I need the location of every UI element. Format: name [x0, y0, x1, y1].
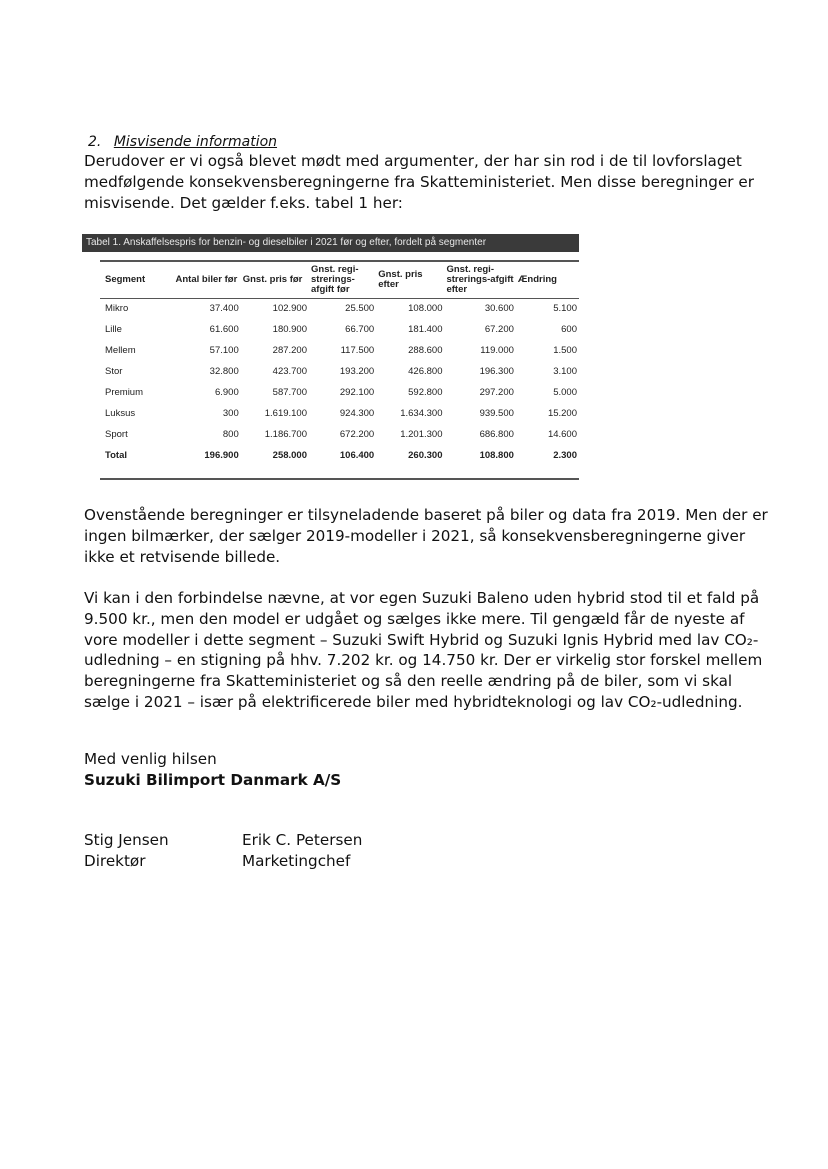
- table-cell: 288.600: [408, 345, 443, 356]
- table-cell: 592.800: [408, 387, 443, 398]
- table-cell: 30.600: [484, 303, 514, 314]
- table-cell: Luksus: [105, 408, 136, 419]
- column-header: Ændring: [517, 274, 557, 285]
- signatory-role: Direktør: [84, 852, 146, 870]
- suzuki-paragraph: Vi kan i den forbindelse nævne, at vor egen Suzuki Baleno uden hybrid stod til et fald på 9.500 kr., men den model er udgået og sælges ikke mere. Til gengæld får de nyeste af vore modeller i dette segment – Suzuki Swift Hybrid og Suzuki Ignis Hybrid med lav CO₂-udledning – en stigning på hhv. 7.202 kr. og 14.750 kr. Der er virkelig stor forskel mellem beregningerne fra Skatteministeriet og så den reelle ændring på de biler, som vi skal sælge i 2021 – især på elektrificerede biler med hybridteknologi og lav CO₂-udledning.: [84, 589, 763, 711]
- table-cell: 672.200: [339, 429, 375, 440]
- section-number: 2.: [88, 134, 102, 150]
- table-cell: 924.300: [339, 408, 375, 419]
- table-cell: 1.186.700: [264, 429, 307, 440]
- table-cell: 106.400: [339, 450, 375, 461]
- table-cell: 181.400: [408, 324, 443, 335]
- table-cell: 292.100: [339, 387, 375, 398]
- table-total-row: [100, 445, 579, 466]
- table-cell: 800: [222, 429, 239, 440]
- table-cell: 117.500: [340, 345, 375, 356]
- table-cell: 300: [222, 408, 239, 419]
- signatory-role: Marketingchef: [242, 852, 351, 870]
- table-bottom-rule: [100, 478, 579, 480]
- table-cell: 6.900: [214, 387, 239, 398]
- table-cell: 180.900: [272, 324, 307, 335]
- column-header: Gnst. regi-strerings-afgift efter: [446, 264, 514, 295]
- table-cell: 3.100: [553, 366, 577, 377]
- table-cell: 67.200: [484, 324, 514, 335]
- greeting: Med venlig hilsen: [84, 750, 217, 768]
- section-title: Misvisende information: [113, 134, 278, 150]
- table-cell: 587.700: [272, 387, 307, 398]
- table-cell: 1.634.300: [400, 408, 443, 419]
- table-cell: 196.900: [204, 450, 239, 461]
- table-cell: 939.500: [479, 408, 514, 419]
- table-row: [100, 361, 579, 382]
- signatory-name: Erik C. Petersen: [242, 831, 363, 849]
- table-cell: Premium: [105, 387, 144, 398]
- table-cell: 426.800: [408, 366, 443, 377]
- closing-block: [84, 749, 341, 791]
- table-row: [100, 382, 579, 403]
- table-cell: 258.000: [272, 450, 307, 461]
- table-cell: Total: [105, 450, 127, 461]
- column-header: Gnst. regi-strerings-afgift før: [311, 264, 359, 295]
- table-cell: Stor: [105, 366, 123, 377]
- table-cell: 297.200: [479, 387, 514, 398]
- table-cell: 61.600: [209, 324, 239, 335]
- signatory: [242, 830, 362, 872]
- signatory: [84, 830, 169, 872]
- section-heading: [88, 134, 277, 150]
- segment-price-table: [100, 262, 579, 466]
- table-cell: 37.400: [209, 303, 239, 314]
- table-row: [100, 403, 579, 424]
- table-row: [100, 319, 579, 340]
- table-cell: 423.700: [272, 366, 307, 377]
- table-cell: Mellem: [105, 345, 136, 356]
- table-cell: 15.200: [547, 408, 577, 419]
- table-cell: 25.500: [345, 303, 375, 314]
- column-header: Gnst. pris efter: [378, 269, 423, 290]
- table-cell: 32.800: [209, 366, 239, 377]
- table-cell: 5.000: [553, 387, 577, 398]
- table-cell: 1.201.300: [400, 429, 443, 440]
- table-cell: Mikro: [105, 303, 129, 314]
- table-cell: 1.619.100: [264, 408, 307, 419]
- intro-paragraph: Derudover er vi også blevet mødt med argumenter, der har sin rod i de til lovforslaget medfølgende konsekvensberegningerne fra Skatteministeriet. Men disse beregninger er misvisende. Det gælder f.eks. tabel 1 her:: [84, 152, 754, 212]
- table-figure: [82, 234, 579, 481]
- table-cell: 1.500: [553, 345, 577, 356]
- table-cell: 119.000: [480, 345, 514, 356]
- column-header: Antal biler før: [175, 274, 238, 285]
- table-cell: 196.300: [479, 366, 514, 377]
- table-cell: 5.100: [553, 303, 577, 314]
- table-caption: Tabel 1. Anskaffelsespris for benzin- og dieselbiler i 2021 før og efter, fordelt på segmenter: [82, 234, 579, 252]
- table-cell: 2.300: [553, 450, 577, 461]
- table-cell: 102.900: [272, 303, 307, 314]
- table-cell: 14.600: [547, 429, 577, 440]
- table-cell: 686.800: [479, 429, 514, 440]
- table-row: [100, 424, 579, 445]
- table-cell: 193.200: [339, 366, 375, 377]
- table-cell: 108.000: [408, 303, 443, 314]
- column-header: Gnst. pris før: [242, 274, 303, 285]
- table-cell: 66.700: [345, 324, 375, 335]
- company-name: Suzuki Bilimport Danmark A/S: [84, 771, 342, 789]
- column-header: Segment: [105, 274, 146, 285]
- signatory-name: Stig Jensen: [84, 831, 169, 849]
- table-cell: 260.300: [408, 450, 443, 461]
- table-cell: Lille: [105, 324, 122, 335]
- table-row: [100, 298, 579, 319]
- table-cell: 57.100: [209, 345, 239, 356]
- table-header-row: [100, 262, 579, 298]
- table-cell: 600: [561, 324, 577, 335]
- table-row: [100, 340, 579, 361]
- table-cell: 108.800: [479, 450, 514, 461]
- after-table-paragraph: Ovenstående beregninger er tilsyneladende baseret på biler og data fra 2019. Men der er ingen bilmærker, der sælger 2019-modeller i 2021, så konsekvensberegningerne giver ikke et retvisende billede.: [84, 506, 768, 566]
- table-cell: 287.200: [272, 345, 307, 356]
- table-cell: Sport: [105, 429, 128, 440]
